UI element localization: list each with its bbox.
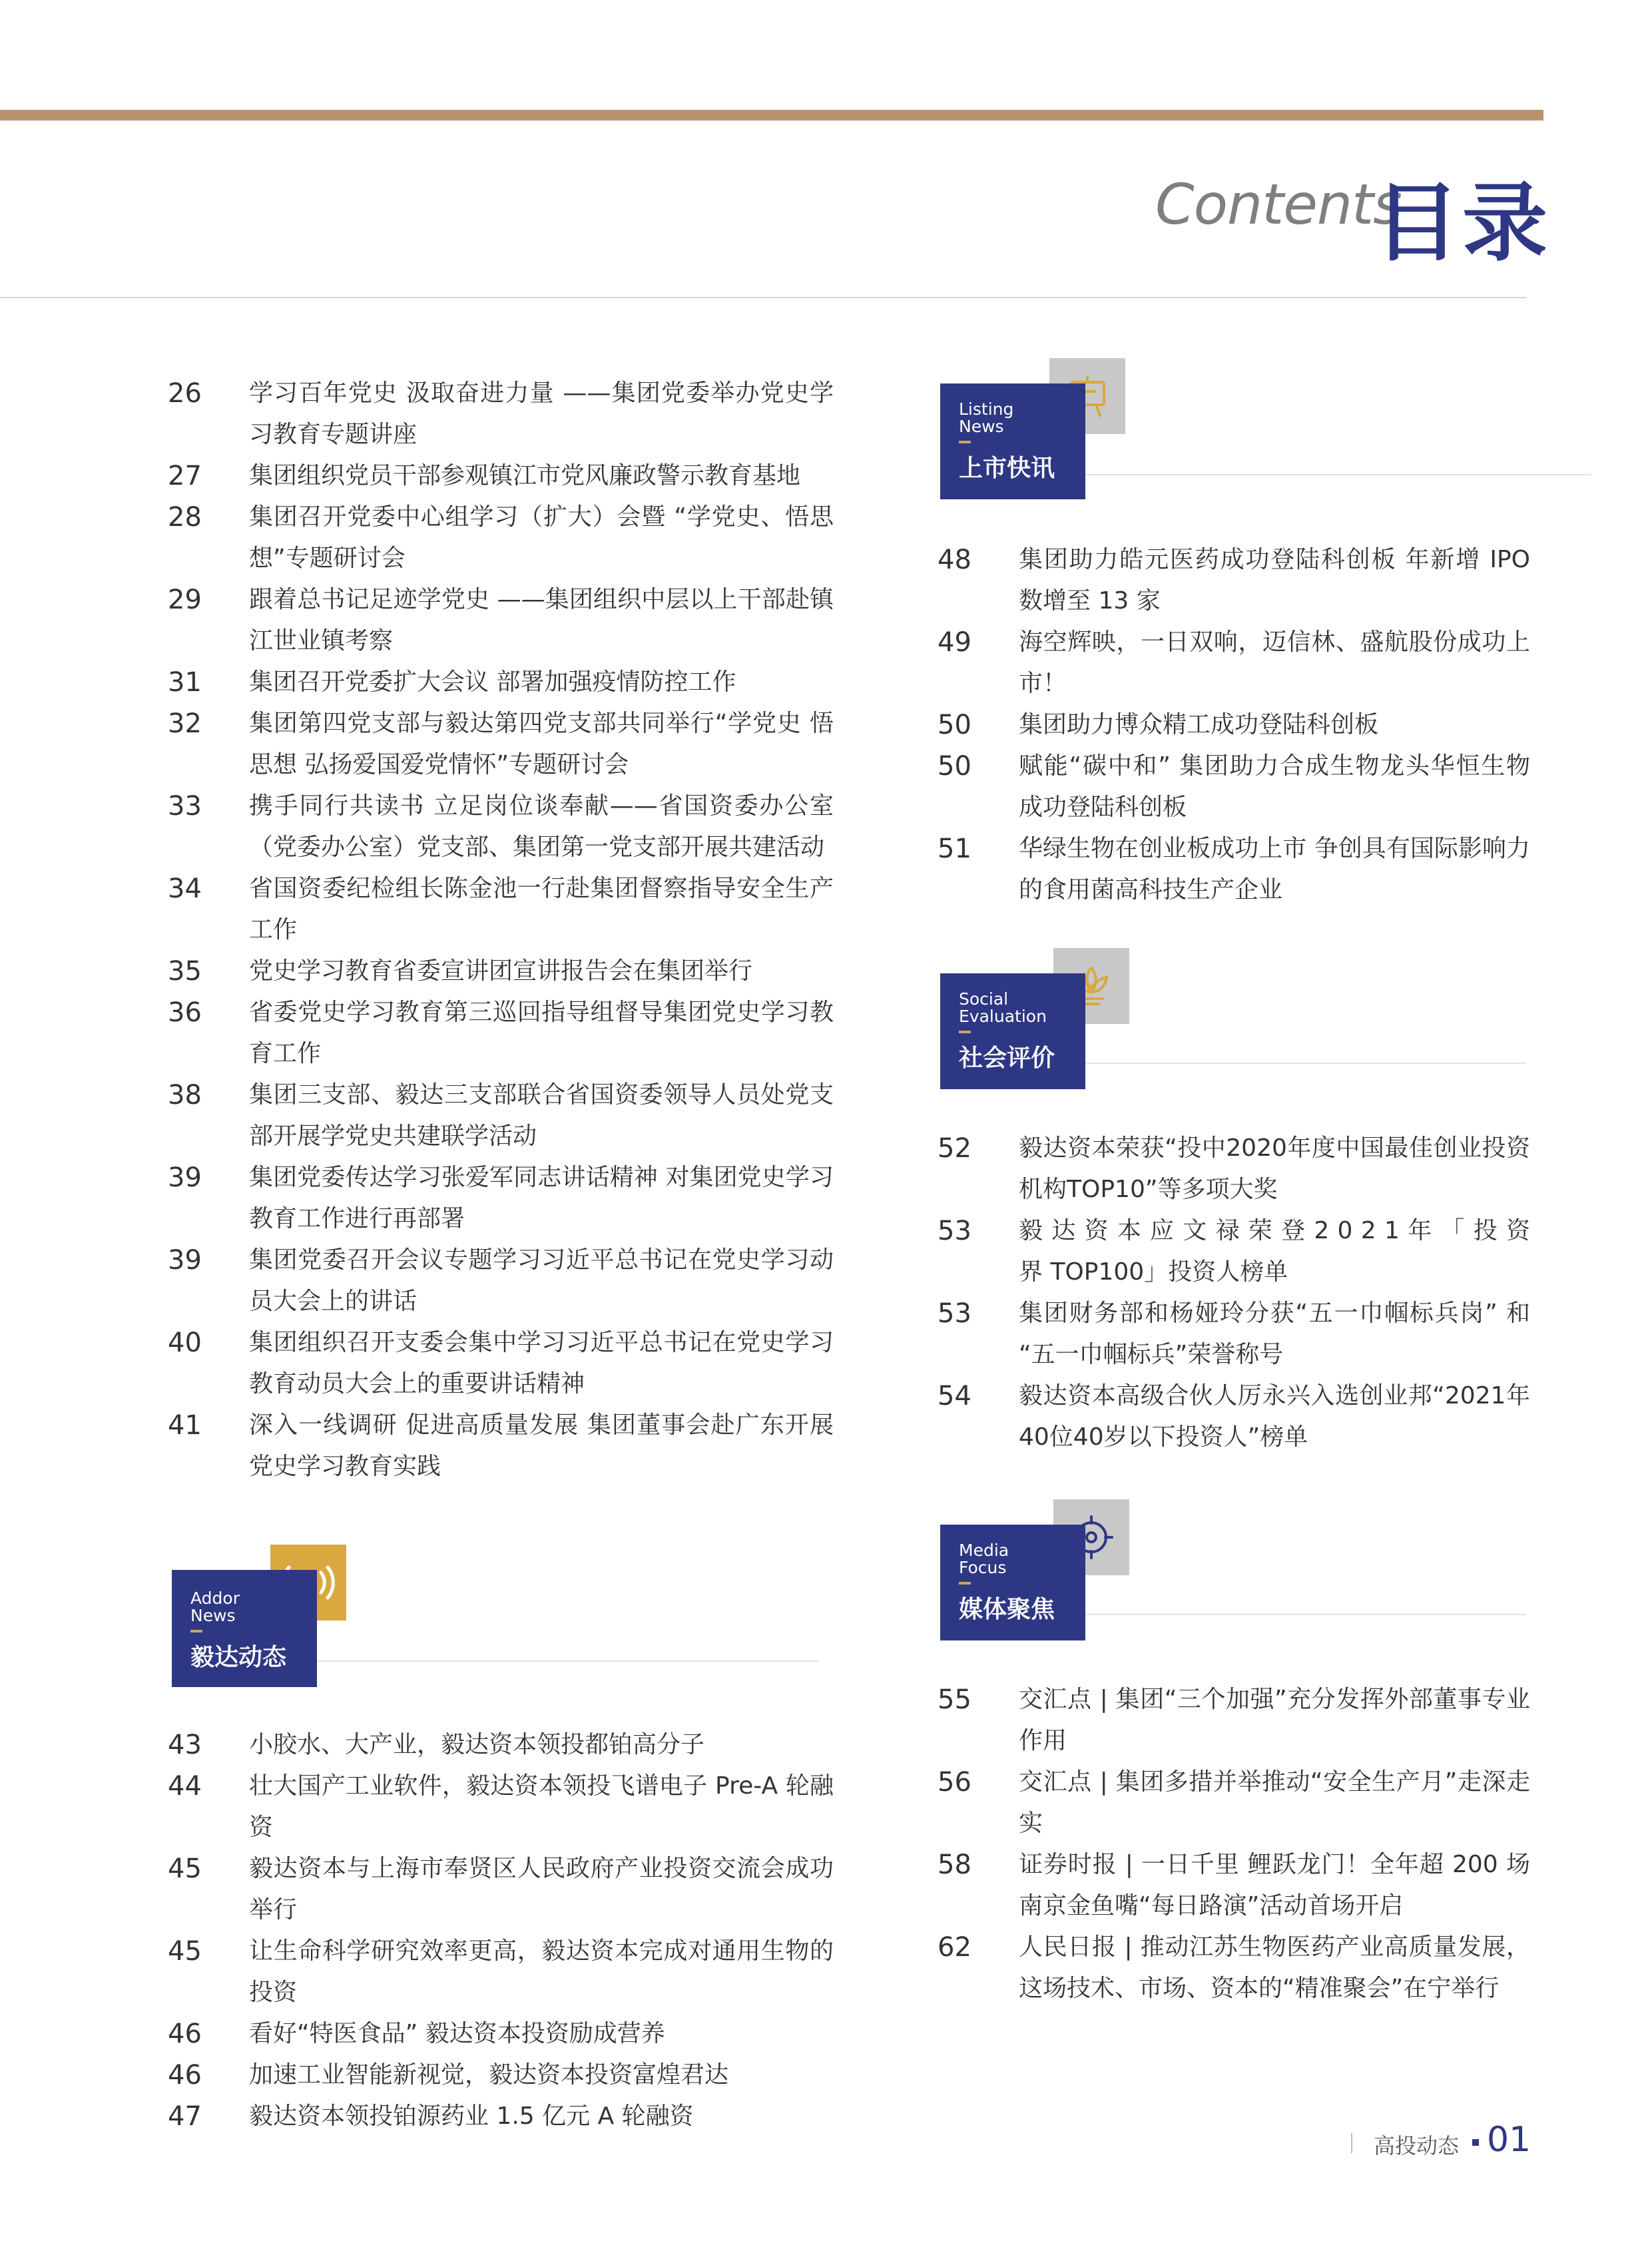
toc-entry-page-number: 46	[168, 2019, 202, 2049]
footer-dot	[1472, 2139, 1479, 2146]
toc-entry-title: 毅 达 资 本 应 文 禄 荣 登 2 0 2 1 年 「 投 资 界 TOP100」投资人榜单	[1019, 1217, 1530, 1286]
toc-entry-title: 集团党委召开会议专题学习习近平总书记在党史学习动员大会上的讲话	[249, 1246, 834, 1315]
toc-entry[interactable]	[168, 373, 834, 455]
toc-list-party	[168, 373, 834, 1487]
footer-divider	[1351, 2133, 1352, 2153]
toc-entry-title: 省国资委纪检组长陈金池一行赴集团督察指导安全生产工作	[249, 875, 834, 943]
toc-entry-page-number: 46	[168, 2060, 202, 2091]
section-title-cn: 社会评价	[959, 1045, 1055, 1072]
toc-entry-title: 集团第四党支部与毅达第四党支部共同举行“学党史 悟思想 弘扬爱国爱党情怀”专题研讨会	[249, 710, 834, 778]
toc-entry-title: 壮大国产工业软件，毅达资本领投飞谱电子 Pre-A 轮融资	[249, 1772, 834, 1841]
toc-entry[interactable]	[168, 1075, 834, 1157]
section-en-line2: News	[959, 417, 1004, 436]
toc-entry-page-number: 58	[938, 1850, 971, 1880]
toc-entry-title: 华绿生物在创业板成功上市 争创具有国际影响力的食用菌高科技生产企业	[1019, 835, 1530, 903]
toc-entry[interactable]	[168, 1766, 834, 1848]
toc-entry-title: 集团组织召开支委会集中学习习近平总书记在党史学习教育动员大会上的重要讲话精神	[249, 1329, 834, 1397]
section-dash	[959, 1031, 971, 1033]
toc-entry-page-number: 47	[168, 2101, 202, 2132]
section-header-media-focus	[940, 1499, 1526, 1640]
toc-entry-title: 毅达资本领投铂源药业 1.5 亿元 A 轮融资	[249, 2103, 694, 2130]
toc-entry[interactable]	[938, 1927, 1530, 2009]
toc-entry[interactable]	[938, 1210, 1530, 1293]
toc-entry-title: 集团召开党委扩大会议 部署加强疫情防控工作	[249, 668, 736, 696]
toc-entry-page-number: 50	[938, 710, 971, 740]
toc-entry-title: 毅达资本荣获“投中2020年度中国最佳创业投资机构TOP10”等多项大奖	[1019, 1134, 1530, 1203]
toc-entry-page-number: 45	[168, 1936, 202, 1967]
section-header-addor-news	[172, 1545, 819, 1687]
section-dash	[959, 441, 971, 443]
toc-entry-page-number: 41	[168, 1410, 202, 1441]
section-rule	[1085, 1614, 1526, 1615]
page-number: 01	[1487, 2120, 1531, 2160]
toc-entry-title: 跟着总书记足迹学党史 ——集团组织中层以上干部赴镇江世业镇考察	[249, 586, 834, 654]
section-en-line1: Media	[959, 1541, 1009, 1560]
toc-entry-page-number: 38	[168, 1080, 202, 1111]
toc-entry-page-number: 39	[168, 1162, 202, 1193]
toc-entry-page-number: 36	[168, 997, 202, 1028]
toc-entry-title: 交汇点 | 集团“三个加强”充分发挥外部董事专业作用	[1019, 1686, 1530, 1754]
toc-entry[interactable]	[168, 1931, 834, 2013]
toc-entry-title: 深入一线调研 促进高质量发展 集团董事会赴广东开展党史学习教育实践	[249, 1411, 834, 1480]
section-title-cn: 上市快讯	[959, 455, 1055, 482]
toc-entry-page-number: 45	[168, 1854, 202, 1884]
toc-entry[interactable]	[168, 951, 834, 992]
section-title-cn: 毅达动态	[190, 1644, 287, 1671]
toc-entry[interactable]	[938, 1128, 1530, 1210]
toc-entry-title: 证券时报 | 一日千里 鲤跃龙门！全年超 200 场 南京金鱼嘴“每日路演”活动首场开启	[1019, 1851, 1530, 1919]
toc-entry[interactable]	[168, 2055, 834, 2096]
toc-entry-page-number: 40	[168, 1328, 202, 1358]
toc-entry-page-number: 34	[168, 873, 202, 904]
toc-list-listing-news	[938, 539, 1530, 911]
section-rule	[1085, 1063, 1526, 1064]
toc-entry[interactable]	[938, 828, 1530, 911]
toc-entry-title: 携手同行共读书 立足岗位谈奉献——省国资委办公室（党委办公室）党支部、集团第一党支部开展共建活动	[249, 792, 834, 861]
toc-entry[interactable]	[168, 1322, 834, 1405]
toc-entry-page-number: 55	[938, 1684, 971, 1715]
toc-entry[interactable]	[168, 497, 834, 579]
toc-entry[interactable]	[938, 1679, 1530, 1762]
toc-entry-title: 海空辉映，一日双响，迈信林、盛航股份成功上市！	[1019, 628, 1530, 697]
toc-entry-page-number: 28	[168, 502, 202, 533]
toc-entry-title: 赋能“碳中和” 集团助力合成生物龙头华恒生物成功登陆科创板	[1019, 752, 1530, 821]
footer-label: 高投动态	[1374, 2133, 1460, 2158]
section-en-line1: Listing	[959, 399, 1014, 419]
toc-entry[interactable]	[168, 579, 834, 662]
toc-entry[interactable]	[938, 1293, 1530, 1375]
toc-entry-title: 毅达资本与上海市奉贤区人民政府产业投资交流会成功举行	[249, 1855, 834, 1923]
toc-entry-page-number: 49	[938, 627, 971, 658]
toc-entry[interactable]	[168, 2096, 834, 2137]
toc-entry[interactable]	[168, 1157, 834, 1240]
header-divider	[0, 297, 1527, 298]
section-dash	[959, 1582, 971, 1585]
toc-entry-title: 省委党史学习教育第三巡回指导组督导集团党史学习教育工作	[249, 999, 834, 1067]
contents-heading-en: Contents	[1155, 172, 1402, 237]
toc-entry-title: 集团三支部、毅达三支部联合省国资委领导人员处党支部开展学党史共建联学活动	[249, 1081, 834, 1150]
toc-entry-page-number: 48	[938, 545, 971, 575]
section-en-line1: Addor	[190, 1589, 240, 1608]
toc-entry-page-number: 62	[938, 1932, 971, 1963]
top-accent-rule	[0, 110, 1543, 121]
toc-entry-title: 学习百年党史 汲取奋进力量 ——集团党委举办党史学习教育专题讲座	[249, 379, 834, 448]
toc-entry-page-number: 53	[938, 1216, 971, 1246]
toc-entry-title: 集团党委传达学习张爱军同志讲话精神 对集团党史学习教育工作进行再部署	[249, 1164, 834, 1232]
section-title-cn: 媒体聚焦	[959, 1596, 1055, 1623]
toc-entry-title: 人民日报 | 推动江苏生物医药产业高质量发展，这场技术、市场、资本的“精准聚会”在宁举行	[1019, 1933, 1530, 2002]
section-header-social-evaluation	[940, 948, 1526, 1089]
toc-entry[interactable]	[938, 746, 1530, 828]
section-en-line2: News	[190, 1606, 236, 1625]
toc-entry-page-number: 50	[938, 751, 971, 782]
section-en-line2: Focus	[959, 1558, 1007, 1577]
toc-entry[interactable]	[168, 662, 834, 703]
toc-entry[interactable]	[168, 992, 834, 1075]
toc-entry-page-number: 32	[168, 708, 202, 739]
section-rule	[317, 1660, 819, 1662]
toc-entry-title: 党史学习教育省委宣讲团宣讲报告会在集团举行	[249, 957, 753, 985]
section-rule	[1085, 474, 1591, 475]
toc-entry-title: 集团助力博众精工成功登陆科创板	[1019, 711, 1379, 738]
toc-entry-page-number: 29	[168, 585, 202, 615]
toc-entry[interactable]	[168, 868, 834, 951]
toc-entry[interactable]	[168, 786, 834, 868]
toc-entry[interactable]	[168, 703, 834, 786]
toc-entry-page-number: 27	[168, 461, 202, 491]
toc-entry[interactable]	[168, 1240, 834, 1322]
toc-list-social-evaluation	[938, 1128, 1530, 1458]
toc-entry-page-number: 44	[168, 1771, 202, 1802]
toc-entry-page-number: 39	[168, 1245, 202, 1276]
toc-entry-title: 小胶水、大产业，毅达资本领投都铂高分子	[249, 1731, 705, 1758]
toc-entry-title: 集团召开党委中心组学习（扩大）会暨 “学党史、悟思想”专题研讨会	[249, 503, 834, 572]
page-title: 目录	[1374, 174, 1551, 273]
toc-entry-title: 集团财务部和杨娅玲分获“五一巾帼标兵岗” 和 “五一巾帼标兵”荣誉称号	[1019, 1300, 1530, 1368]
toc-entry[interactable]	[168, 455, 834, 497]
toc-entry[interactable]	[938, 1762, 1530, 1844]
toc-entry-title: 集团助力皓元医药成功登陆科创板 年新增 IPO 数增至 13 家	[1019, 546, 1530, 615]
toc-entry-page-number: 33	[168, 791, 202, 822]
toc-list-media-focus	[938, 1679, 1530, 2009]
toc-entry[interactable]	[938, 1844, 1530, 1927]
toc-entry-page-number: 35	[168, 956, 202, 987]
toc-entry[interactable]	[168, 1405, 834, 1487]
toc-entry-title: 集团组织党员干部参观镇江市党风廉政警示教育基地	[249, 462, 801, 489]
toc-entry-page-number: 52	[938, 1133, 971, 1164]
toc-entry[interactable]	[168, 2013, 834, 2055]
toc-entry-page-number: 26	[168, 378, 202, 409]
section-en-line2: Evaluation	[959, 1007, 1047, 1026]
toc-entry-title: 看好“特医食品” 毅达资本投资励成营养	[249, 2020, 665, 2047]
toc-entry-title: 加速工业智能新视觉，毅达资本投资富煌君达	[249, 2061, 729, 2089]
toc-entry[interactable]	[938, 1375, 1530, 1458]
section-dash	[190, 1630, 202, 1632]
toc-entry[interactable]	[938, 622, 1530, 704]
toc-entry-title: 交汇点 | 集团多措并举推动“安全生产月”走深走实	[1019, 1768, 1530, 1837]
toc-list-addor-news	[168, 1724, 834, 2137]
toc-entry-page-number: 53	[938, 1298, 971, 1329]
toc-entry[interactable]	[168, 1724, 834, 1766]
section-header-listing-news	[940, 358, 1591, 499]
toc-entry-page-number: 31	[168, 667, 202, 698]
toc-entry-title: 毅达资本高级合伙人厉永兴入选创业邦“2021年40位40岁以下投资人”榜单	[1019, 1382, 1530, 1451]
toc-entry[interactable]	[938, 704, 1530, 746]
section-en-line1: Social	[959, 989, 1009, 1009]
toc-entry-page-number: 43	[168, 1730, 202, 1760]
toc-entry-page-number: 51	[938, 834, 971, 864]
toc-entry-page-number: 54	[938, 1381, 971, 1411]
toc-entry-title: 让生命科学研究效率更高，毅达资本完成对通用生物的投资	[249, 1937, 834, 2006]
toc-entry-page-number: 56	[938, 1767, 971, 1798]
toc-entry[interactable]	[938, 539, 1530, 622]
toc-entry[interactable]	[168, 1848, 834, 1931]
